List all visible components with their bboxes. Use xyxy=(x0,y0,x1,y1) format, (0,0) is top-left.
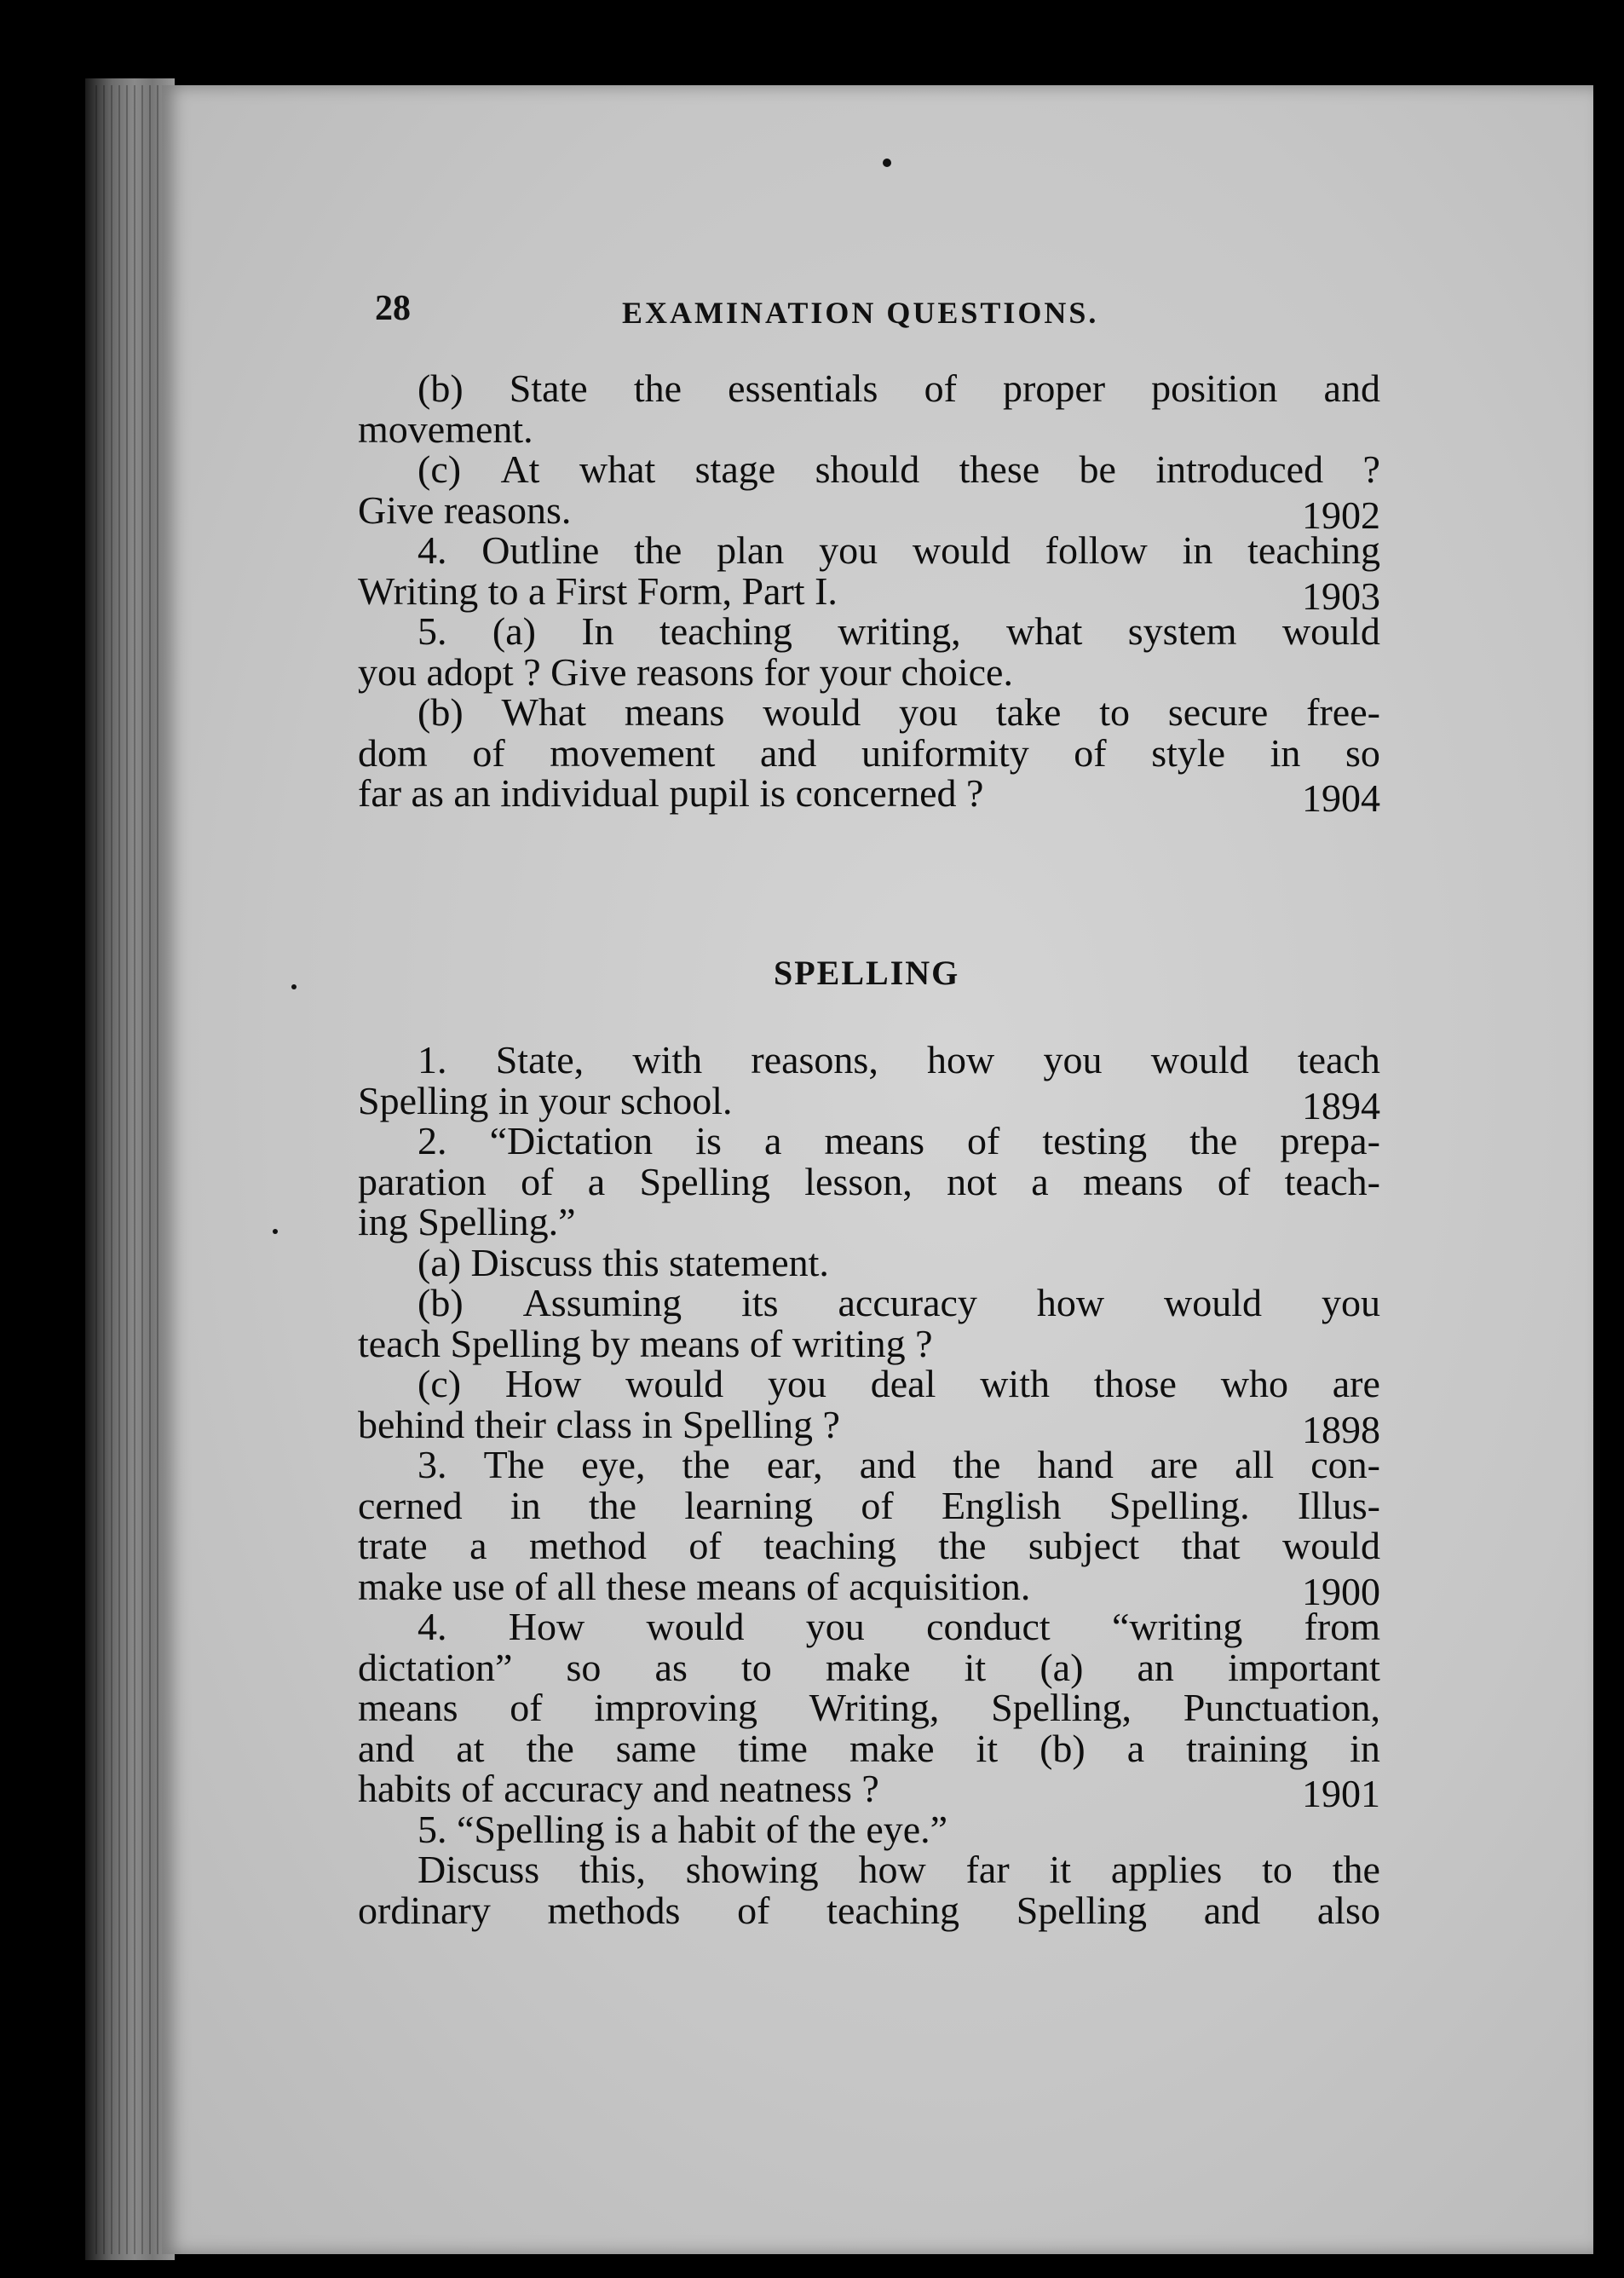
text-line xyxy=(358,449,1380,490)
justified-line: 4. Outline the plan you would follow in teaching xyxy=(418,528,1380,572)
running-head: EXAMINATION QUESTIONS. xyxy=(622,296,1099,330)
exam-year: 1900 xyxy=(1302,1569,1380,1613)
line-text: habits of accuracy and neatness ? xyxy=(358,1767,879,1810)
line-text: Spelling in your school. xyxy=(358,1078,733,1122)
text-line xyxy=(358,1687,1380,1728)
justified-line: paration of a Spelling lesson, not a means of teach- xyxy=(358,1159,1380,1203)
text-line xyxy=(358,1485,1380,1526)
line-text: Writing to a First Form, Part I. xyxy=(358,568,838,613)
exam-year: 1901 xyxy=(1302,1772,1380,1815)
exam-year: 1902 xyxy=(1302,493,1380,537)
text-line xyxy=(358,1647,1380,1688)
ink-speck xyxy=(273,1229,278,1234)
line-text: you adopt ? Give reasons for your choice. xyxy=(358,649,1013,694)
justified-line: 5. (a) In teaching writing, what system would xyxy=(418,609,1380,653)
text-line xyxy=(358,611,1380,652)
justified-line: (b) What means would you take to secure free- xyxy=(418,690,1380,734)
text-line xyxy=(358,1890,1380,1931)
justified-line: 3. The eye, the ear, and the hand are all con- xyxy=(418,1443,1380,1486)
justified-line: dictation” so as to make it (a) an important xyxy=(358,1645,1380,1689)
justified-line: and at the same time make it (b) a training in xyxy=(358,1726,1380,1770)
text-line xyxy=(358,1364,1380,1404)
justified-line: trate a method of teaching the subject that would xyxy=(358,1524,1380,1567)
text-line xyxy=(358,487,1380,537)
text-line xyxy=(358,1078,1380,1127)
text-line xyxy=(358,771,1380,820)
line-text: 5. “Spelling is a habit of the eye.” xyxy=(418,1807,948,1851)
text-line xyxy=(358,1121,1380,1162)
justified-line: (b) Assuming its accuracy how would you xyxy=(418,1281,1380,1324)
exam-year: 1903 xyxy=(1302,574,1380,618)
justified-line: (b) State the essentials of proper position and xyxy=(418,366,1380,410)
text-line xyxy=(358,1809,1380,1850)
line-text: ing Spelling.” xyxy=(358,1200,576,1243)
line-text: (a) Discuss this statement. xyxy=(418,1240,829,1284)
text-line xyxy=(358,1240,1380,1284)
text-line xyxy=(358,1445,1380,1485)
line-text: far as an individual pupil is concerned ? xyxy=(358,771,984,815)
justified-line: 1. State, with reasons, how you would teach xyxy=(418,1038,1380,1081)
exam-year: 1894 xyxy=(1302,1083,1380,1127)
line-text: Give reasons. xyxy=(358,487,572,532)
text-line xyxy=(358,1321,1380,1365)
text-line xyxy=(358,1159,1380,1203)
line-text: behind their class in Spelling ? xyxy=(358,1402,840,1446)
text-line xyxy=(358,1525,1380,1566)
text-line xyxy=(358,1849,1380,1890)
text-line xyxy=(358,1283,1380,1324)
text-line xyxy=(358,1767,1380,1815)
text-line xyxy=(358,1564,1380,1613)
exam-year: 1898 xyxy=(1302,1407,1380,1451)
page-edge-lines xyxy=(95,85,164,2254)
questions-block-spelling xyxy=(358,1040,1380,1930)
page-header xyxy=(375,288,1389,331)
justified-line: cerned in the learning of English Spelling. Illus- xyxy=(358,1483,1380,1527)
text-line xyxy=(358,368,1380,409)
ink-speck xyxy=(883,159,891,167)
section-title: SPELLING xyxy=(774,954,960,992)
ink-speck xyxy=(291,984,297,989)
text-line xyxy=(358,730,1380,775)
justified-line: (c) How would you deal with those who are xyxy=(418,1362,1380,1405)
justified-line: ordinary methods of teaching Spelling and also xyxy=(358,1888,1380,1932)
text-line xyxy=(358,692,1380,733)
justified-line: means of improving Writing, Spelling, Punctuation, xyxy=(358,1686,1380,1729)
text-line xyxy=(358,530,1380,571)
line-text: teach Spelling by means of writing ? xyxy=(358,1321,933,1365)
page-number: 28 xyxy=(375,289,411,328)
text-line xyxy=(358,1040,1380,1081)
text-line xyxy=(358,1728,1380,1769)
line-text: make use of all these means of acquisition. xyxy=(358,1564,1031,1608)
line-text: movement. xyxy=(358,407,533,451)
text-line xyxy=(358,1606,1380,1647)
justified-line: 2. “Dictation is a means of testing the prepa- xyxy=(418,1119,1380,1162)
justified-line: dom of movement and uniformity of style in so xyxy=(358,730,1380,775)
justified-line: (c) At what stage should these be introduced ? xyxy=(418,447,1380,491)
justified-line: 4. How would you conduct “writing from xyxy=(418,1605,1380,1648)
text-line xyxy=(358,568,1380,618)
text-line xyxy=(358,409,1380,450)
text-line xyxy=(358,1402,1380,1451)
text-line xyxy=(358,649,1380,694)
justified-line: Discuss this, showing how far it applies to the xyxy=(418,1848,1380,1891)
questions-block-writing xyxy=(358,366,1380,820)
exam-year: 1904 xyxy=(1302,776,1380,820)
text-line xyxy=(358,1202,1380,1243)
